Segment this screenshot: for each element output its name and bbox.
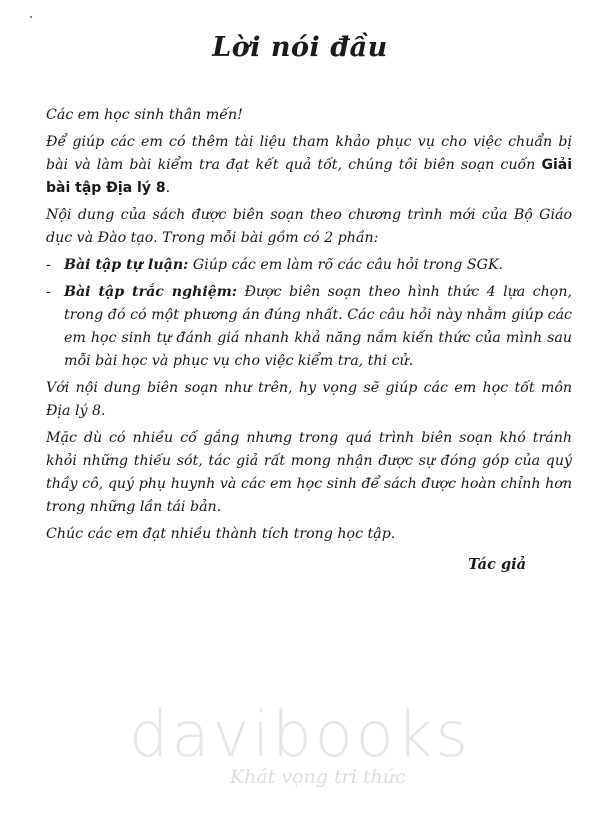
- closing-paragraph: Chúc các em đạt nhiều thành tích trong học tập.: [46, 526, 396, 542]
- author-signature: Tác giả: [468, 556, 526, 573]
- preface-body: [46, 104, 572, 546]
- page-title: Lời nói đầu: [212, 32, 388, 63]
- intro-end: .: [165, 180, 171, 196]
- list-dash: -: [46, 284, 51, 300]
- hope-paragraph: Với nội dung biên soạn như trên, hy vọng sẽ giúp các em học tốt môn Địa lý 8.: [46, 380, 572, 419]
- book-title: Giải bài tập Địa lý 8: [46, 157, 572, 196]
- list-item-label: Bài tập trắc nghiệm:: [64, 284, 238, 300]
- list-dash: -: [46, 257, 51, 273]
- intro-text: Để giúp các em có thêm tài liệu tham khảo phục vụ cho việc chuẩn bị bài và làm bài kiểm tra đạt kết quả tốt, chúng tôi biên soạn cuốn: [46, 134, 572, 173]
- intro-paragraph: [46, 131, 572, 200]
- list-item-text: Giúp các em làm rõ các câu hỏi trong SGK.: [188, 257, 504, 273]
- content-paragraph: Nội dung của sách được biên soạn theo chương trình mới của Bộ Giáo dục và Đào tạo. Trong mỗi bài gồm có 2 phần:: [46, 207, 572, 246]
- scan-speck: [30, 16, 32, 18]
- list-item-essay: [46, 254, 572, 277]
- apology-paragraph: Mặc dù có nhiều cố gắng nhưng trong quá trình biên soạn khó tránh khỏi những thiếu sót, tác giả rất mong nhận được sự đóng góp của quý thầy cô, quý phụ huynh và các em học sinh để sách được hoàn chỉnh hơn trong những lần tái bản.: [46, 430, 572, 515]
- publisher-watermark: [0, 698, 600, 788]
- list-item-multiple-choice: [46, 281, 572, 373]
- greeting-paragraph: Các em học sinh thân mến!: [46, 107, 243, 123]
- watermark-logo: davibooks: [129, 698, 471, 771]
- list-item-label: Bài tập tự luận:: [64, 257, 189, 273]
- list-item-text: Được biên soạn theo hình thức 4 lựa chọn, trong đó có một phương án đúng nhất. Các câu hỏi này nhằm giúp các em học sinh tự đánh giá nhanh khả năng nắm kiến thức của mình sau mỗi bài học và phục vụ cho việc kiểm tra, thi cử.: [64, 284, 572, 369]
- watermark-tagline: Khát vọng tri thức: [230, 766, 406, 788]
